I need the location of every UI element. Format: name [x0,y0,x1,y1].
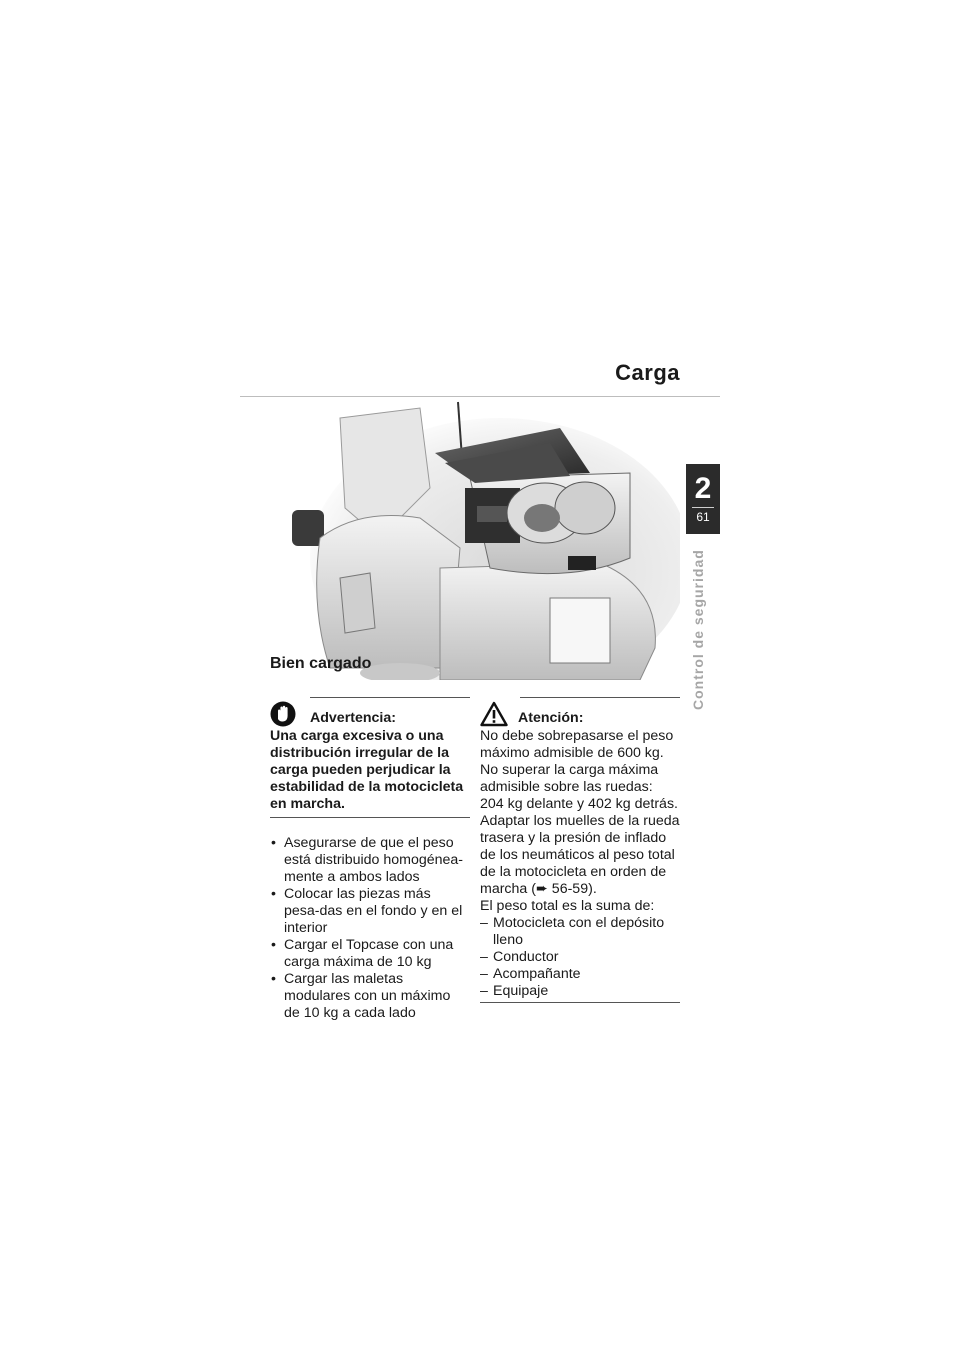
total-weight-list [480,915,680,1000]
list-item: – Acompañante [480,966,581,982]
warning-label: Advertencia: [310,710,396,726]
bullet: • [271,971,276,987]
page-title: Carga [615,360,680,385]
warning-header [270,700,470,727]
list-item: • Asegurarse de que el peso está distribuido homogénea-mente a ambos lados [271,835,464,885]
attention-paragraph-1: No debe sobrepasarse el peso máximo admisible de 600 kg. [480,728,674,761]
bullet: • [271,886,276,902]
photo-caption: Bien cargado [270,655,372,672]
section-side-label: Control de seguridad [690,549,706,710]
list-item: – Conductor [480,949,559,965]
attention-column [480,697,680,1003]
warning-column [270,697,470,1022]
warning-bottom-rule [270,817,470,818]
hand-stop-icon [270,701,296,727]
attention-label: Atención: [518,710,584,726]
dash: – [480,949,488,965]
dash: – [480,983,488,999]
dash: – [480,915,488,931]
motorcycle-loaded-photo [270,398,680,680]
bullet: • [271,835,276,851]
attention-top-rule [520,697,680,698]
attention-header [480,700,680,727]
list-item: • Cargar el Topcase con una carga máxima de 10 kg [271,937,454,970]
attention-paragraph-4: El peso total es la suma de: [480,898,655,914]
loading-instructions-list [270,835,470,1022]
page-number: 61 [696,510,710,524]
list-item: • Cargar las maletas modulares con un máximo de 10 kg a cada lado [271,971,451,1021]
chapter-number: 2 [694,472,712,505]
warning-text: Una carga excesiva o una distribución irregular de la carga pueden perjudicar la estabilidad de la motocicleta en marcha. [270,728,464,812]
tab-divider [692,507,714,508]
attention-paragraph-3: Adaptar los muelles de la rueda trasera y la presión de inflado de los neumáticos al peso total de la motocicleta en orden de marcha (➨ 56-59). [480,813,680,897]
title-divider [240,396,720,397]
warning-triangle-icon [480,701,508,727]
dash: – [480,966,488,982]
attention-bottom-rule [480,1002,680,1003]
warning-top-rule [310,697,470,698]
list-item: – Motocicleta con el depósito lleno [480,915,665,948]
bullet: • [271,937,276,953]
attention-paragraph-2: No superar la carga máxima admisible sobre las ruedas: 204 kg delante y 402 kg detrás. [480,762,678,812]
list-item: • Colocar las piezas más pesa-das en el fondo y en el interior [271,886,463,936]
list-item: – Equipaje [480,983,549,999]
chapter-tab [686,464,720,534]
